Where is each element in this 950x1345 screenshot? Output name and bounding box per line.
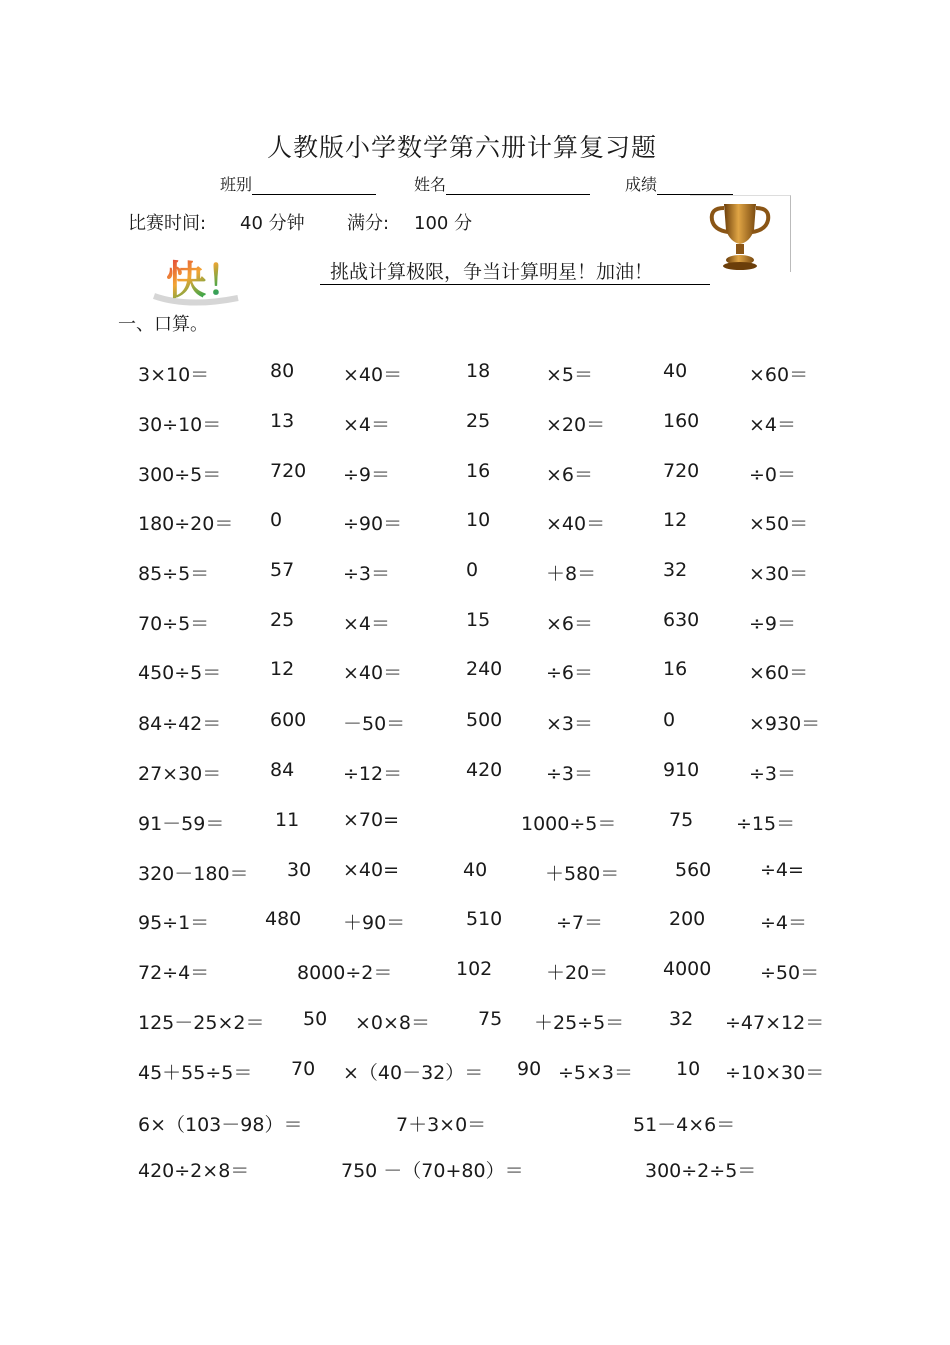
calc-expression: ÷10×30＝ xyxy=(725,1062,825,1084)
calc-expression: ÷3＝ xyxy=(749,763,797,785)
calc-number: 16 xyxy=(466,460,491,482)
calc-expression: 45＋55÷5＝ xyxy=(138,1062,253,1084)
calc-number: 70 xyxy=(291,1058,316,1080)
calc-number: 25 xyxy=(270,609,295,631)
calc-number: 84 xyxy=(270,759,295,781)
calc-number: 13 xyxy=(270,410,295,432)
calc-expression: 84÷42＝ xyxy=(138,713,222,735)
calc-number: 4000 xyxy=(663,958,712,980)
calc-expression: 420÷2×8＝ xyxy=(138,1160,250,1182)
calc-number: 40 xyxy=(663,360,688,382)
calc-number: 480 xyxy=(265,908,302,930)
calc-expression: 51－4×6＝ xyxy=(633,1114,736,1136)
calc-expression: ＋90＝ xyxy=(343,912,406,934)
calc-expression: ×（40－32）＝ xyxy=(343,1062,484,1084)
calc-expression: ÷6＝ xyxy=(546,662,594,684)
calc-number: 80 xyxy=(270,360,295,382)
calc-number: 8000÷2＝ xyxy=(297,962,393,984)
calc-expression: ×70= xyxy=(343,809,400,831)
calc-expression: ÷9＝ xyxy=(749,613,797,635)
full-score-value: 100 分 xyxy=(414,213,473,234)
score-label: 成绩 xyxy=(625,175,658,194)
calc-expression: 320－180＝ xyxy=(138,863,249,885)
calc-expression: ＋25÷5＝ xyxy=(534,1012,625,1034)
calc-expression: 95÷1＝ xyxy=(138,912,210,934)
calc-number: 12 xyxy=(663,509,688,531)
calc-expression: 91－59＝ xyxy=(138,813,225,835)
calc-number: 160 xyxy=(663,410,700,432)
calc-expression: 6×（103－98）＝ xyxy=(138,1114,303,1136)
calc-expression: ×4＝ xyxy=(343,414,391,436)
calc-expression: 1000÷5＝ xyxy=(521,813,617,835)
calc-number: 18 xyxy=(466,360,491,382)
name-field xyxy=(414,172,590,195)
calc-number: 200 xyxy=(669,908,706,930)
calc-expression: 27×30＝ xyxy=(138,763,222,785)
class-label: 班别 xyxy=(220,175,253,194)
calc-expression: ＋8＝ xyxy=(546,563,597,585)
calc-expression: 72÷4＝ xyxy=(138,962,210,984)
calc-number: 75 xyxy=(669,809,694,831)
calc-expression: ÷50＝ xyxy=(760,962,820,984)
calc-expression: ÷5×3＝ xyxy=(558,1062,634,1084)
calc-expression: ×0×8＝ xyxy=(355,1012,431,1034)
calc-expression: ×40= xyxy=(343,859,400,881)
calc-expression: 30÷10＝ xyxy=(138,414,222,436)
calc-expression: ×50＝ xyxy=(749,513,809,535)
calc-number: 0 xyxy=(663,709,676,731)
calc-number: 0 xyxy=(466,559,479,581)
calc-number: 32 xyxy=(669,1008,694,1030)
name-blank[interactable] xyxy=(446,174,590,195)
calc-expression: ×4＝ xyxy=(343,613,391,635)
calc-number: 75 xyxy=(478,1008,503,1030)
kuai-text: 快！ xyxy=(166,258,246,304)
calc-expression: ÷7＝ xyxy=(556,912,604,934)
score-blank[interactable] xyxy=(657,174,733,195)
calc-expression: ÷15＝ xyxy=(736,813,796,835)
calc-expression: ×40＝ xyxy=(343,364,403,386)
calc-expression: 70÷5＝ xyxy=(138,613,210,635)
calc-expression: ×40＝ xyxy=(343,662,403,684)
calc-expression: ×30＝ xyxy=(749,563,809,585)
calc-number: 240 xyxy=(466,658,503,680)
calc-number: 90 xyxy=(517,1058,542,1080)
calc-number: 11 xyxy=(275,809,300,831)
calc-expression: 450÷5＝ xyxy=(138,662,222,684)
kuai-wordart xyxy=(148,252,266,308)
full-score-label: 满分: xyxy=(347,213,390,234)
calc-number: 15 xyxy=(466,609,491,631)
calc-expression: ÷4= xyxy=(760,859,804,881)
calc-expression: 125－25×2＝ xyxy=(138,1012,265,1034)
calc-expression: ÷47×12＝ xyxy=(725,1012,825,1034)
calc-number: 600 xyxy=(270,709,307,731)
calc-number: 10 xyxy=(676,1058,701,1080)
calc-number: 102 xyxy=(456,958,493,980)
calc-expression: ×5＝ xyxy=(546,364,594,386)
calc-expression: ÷90＝ xyxy=(343,513,403,535)
calc-number: 16 xyxy=(663,658,688,680)
calc-number: 12 xyxy=(270,658,295,680)
score-field xyxy=(625,172,733,195)
calc-expression: 85÷5＝ xyxy=(138,563,210,585)
section-title: 一、口算。 xyxy=(118,314,208,335)
calc-expression: ×4＝ xyxy=(749,414,797,436)
calc-expression: －50＝ xyxy=(343,713,406,735)
calc-number: 630 xyxy=(663,609,700,631)
calc-expression: ×6＝ xyxy=(546,613,594,635)
calc-expression: ＋20＝ xyxy=(546,962,609,984)
calc-number: 0 xyxy=(270,509,283,531)
name-label: 姓名 xyxy=(414,175,447,194)
slogan: 挑战计算极限，争当计算明星！加油！ xyxy=(320,257,710,285)
time-value: 40 分钟 xyxy=(240,213,305,234)
calc-number: 30 xyxy=(287,859,312,881)
class-blank[interactable] xyxy=(252,174,376,195)
calc-expression: 7＋3×0＝ xyxy=(396,1114,487,1136)
calc-number: 720 xyxy=(663,460,700,482)
calc-expression: ×20＝ xyxy=(546,414,606,436)
calc-expression: ＋580＝ xyxy=(545,863,620,885)
calc-expression: ×930＝ xyxy=(749,713,821,735)
calc-expression: ×60＝ xyxy=(749,662,809,684)
time-label: 比赛时间: xyxy=(128,213,207,234)
calc-expression: ÷0＝ xyxy=(749,464,797,486)
calc-expression: ×3＝ xyxy=(546,713,594,735)
calc-number: 10 xyxy=(466,509,491,531)
calc-expression: ÷9＝ xyxy=(343,464,391,486)
class-field xyxy=(220,172,376,195)
calc-number: 420 xyxy=(466,759,503,781)
calc-number: 50 xyxy=(303,1008,328,1030)
calc-number: 40 xyxy=(463,859,488,881)
calc-expression: ÷12＝ xyxy=(343,763,403,785)
calc-expression: 750 －（70+80）＝ xyxy=(341,1160,524,1182)
calc-expression: ×6＝ xyxy=(546,464,594,486)
calc-number: 25 xyxy=(466,410,491,432)
calc-expression: ×60＝ xyxy=(749,364,809,386)
calc-expression: 3×10＝ xyxy=(138,364,210,386)
calc-expression: ÷4＝ xyxy=(760,912,808,934)
calc-expression: ×40＝ xyxy=(546,513,606,535)
calc-expression: 300÷2÷5＝ xyxy=(645,1160,757,1182)
calc-number: 32 xyxy=(663,559,688,581)
calc-expression: 300÷5＝ xyxy=(138,464,222,486)
calc-expression: 180÷20＝ xyxy=(138,513,234,535)
calc-expression: ÷3＝ xyxy=(343,563,391,585)
page-title: 人教版小学数学第六册计算复习题 xyxy=(266,133,657,162)
calc-number: 57 xyxy=(270,559,295,581)
calc-number: 720 xyxy=(270,460,307,482)
calc-expression: ÷3＝ xyxy=(546,763,594,785)
calc-number: 510 xyxy=(466,908,503,930)
calc-number: 500 xyxy=(466,709,503,731)
calc-number: 910 xyxy=(663,759,700,781)
calc-number: 560 xyxy=(675,859,712,881)
